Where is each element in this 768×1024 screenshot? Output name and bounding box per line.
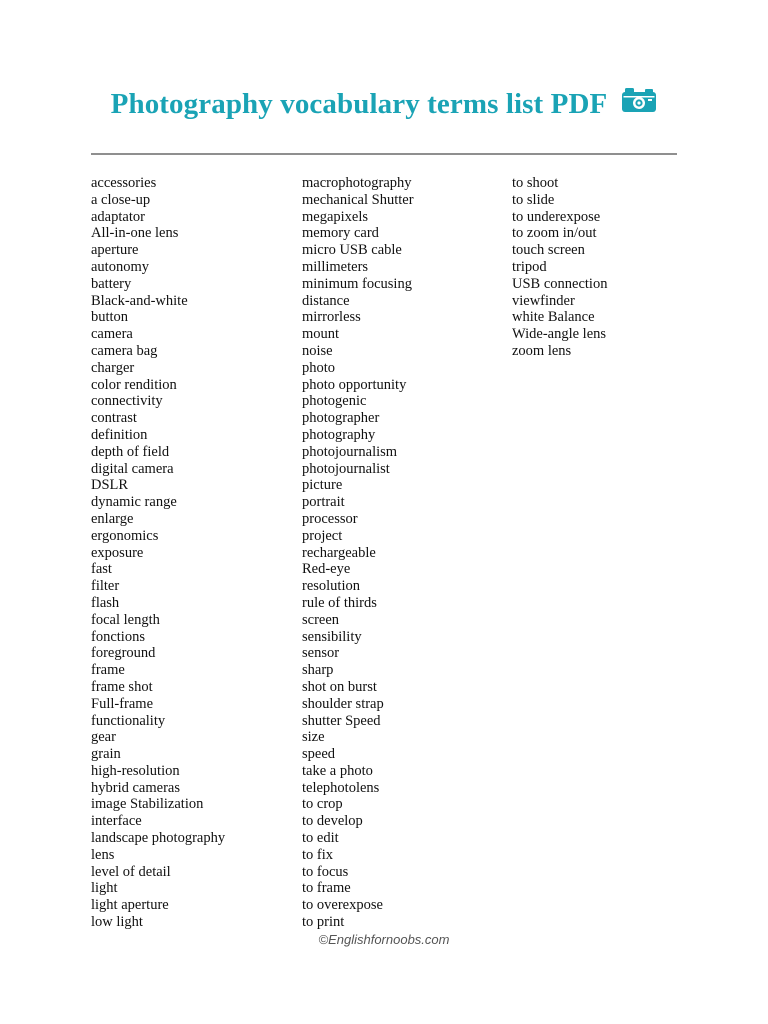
term-item: to edit bbox=[302, 830, 339, 847]
term-item: autonomy bbox=[91, 258, 149, 275]
term-item: functionality bbox=[91, 712, 166, 729]
term-item: resolution bbox=[302, 578, 360, 595]
term-item: Black-and-white bbox=[91, 292, 188, 309]
term-item: micro USB cable bbox=[302, 242, 402, 259]
term-item: frame shot bbox=[91, 678, 153, 695]
term-item: connectivity bbox=[91, 393, 163, 410]
term-item: charger bbox=[91, 359, 135, 376]
term-item: mechanical Shutter bbox=[302, 191, 414, 208]
term-item: to print bbox=[302, 914, 345, 931]
term-item: Red-eye bbox=[302, 561, 351, 578]
term-item: to focus bbox=[302, 863, 349, 880]
term-item: grain bbox=[91, 746, 121, 763]
term-item: low light bbox=[91, 914, 143, 931]
term-item: light bbox=[91, 880, 118, 897]
term-item: rechargeable bbox=[302, 544, 376, 561]
term-item: distance bbox=[302, 292, 350, 309]
term-item: to fix bbox=[302, 846, 334, 863]
term-item: memory card bbox=[302, 225, 379, 242]
term-item: camera bbox=[91, 326, 133, 343]
term-item: gear bbox=[91, 729, 116, 746]
term-item: to underexpose bbox=[512, 208, 601, 225]
term-item: processor bbox=[302, 510, 358, 527]
term-item: minimum focusing bbox=[302, 275, 412, 292]
term-item: photojournalist bbox=[302, 460, 390, 477]
term-item: ergonomics bbox=[91, 527, 159, 544]
term-item: photojournalism bbox=[302, 443, 398, 460]
term-item: contrast bbox=[91, 410, 137, 427]
terms-column-1 bbox=[91, 175, 225, 931]
term-item: light aperture bbox=[91, 897, 169, 914]
term-item: filter bbox=[91, 578, 120, 595]
term-item: lens bbox=[91, 846, 115, 863]
term-item: sharp bbox=[302, 662, 334, 679]
term-item: zoom lens bbox=[512, 342, 572, 359]
term-item: accessories bbox=[91, 175, 157, 191]
term-item: speed bbox=[302, 746, 336, 763]
term-item: frame bbox=[91, 662, 125, 679]
term-item: battery bbox=[91, 275, 132, 292]
term-item: shutter Speed bbox=[302, 712, 381, 729]
term-item: photographer bbox=[302, 410, 380, 427]
term-item: All-in-one lens bbox=[91, 225, 179, 242]
term-item: flash bbox=[91, 594, 120, 611]
term-item: sensibility bbox=[302, 628, 362, 645]
term-item: digital camera bbox=[91, 460, 174, 477]
term-item: shot on burst bbox=[302, 678, 377, 695]
term-item: USB connection bbox=[512, 275, 608, 292]
term-item: macrophotography bbox=[302, 175, 412, 191]
term-item: telephotolens bbox=[302, 779, 380, 796]
term-item: portrait bbox=[302, 494, 345, 511]
term-item: to frame bbox=[302, 880, 351, 897]
term-item: depth of field bbox=[91, 443, 170, 460]
term-item: white Balance bbox=[512, 309, 595, 326]
term-item: Full-frame bbox=[91, 695, 154, 712]
term-item: screen bbox=[302, 611, 340, 628]
term-item: shoulder strap bbox=[302, 695, 384, 712]
term-item: photo opportunity bbox=[302, 376, 407, 393]
term-item: adaptator bbox=[91, 208, 145, 225]
terms-column-2 bbox=[302, 175, 414, 931]
term-item: aperture bbox=[91, 242, 139, 259]
term-item: photo bbox=[302, 359, 336, 376]
term-item: landscape photography bbox=[91, 830, 226, 847]
term-item: noise bbox=[302, 342, 333, 359]
copyright-footer: ©Englishfornoobs.com bbox=[318, 932, 450, 947]
term-item: sensor bbox=[302, 645, 340, 662]
term-item: viewfinder bbox=[512, 292, 575, 309]
term-item: image Stabilization bbox=[91, 796, 204, 813]
term-item: high-resolution bbox=[91, 762, 180, 779]
term-item: millimeters bbox=[302, 258, 369, 275]
term-item: interface bbox=[91, 813, 142, 830]
term-item: DSLR bbox=[91, 477, 129, 494]
term-item: Wide-angle lens bbox=[512, 326, 607, 343]
term-item: hybrid cameras bbox=[91, 779, 180, 796]
term-item: picture bbox=[302, 477, 343, 494]
term-item: color rendition bbox=[91, 376, 177, 393]
term-item: mirrorless bbox=[302, 309, 361, 326]
term-item: mount bbox=[302, 326, 340, 343]
term-item: size bbox=[302, 729, 325, 746]
title-divider bbox=[91, 153, 677, 155]
term-item: definition bbox=[91, 426, 148, 443]
term-item: to zoom in/out bbox=[512, 225, 597, 242]
term-item: a close-up bbox=[91, 191, 151, 208]
term-item: camera bag bbox=[91, 342, 158, 359]
term-item: to crop bbox=[302, 796, 343, 813]
term-item: foreground bbox=[91, 645, 156, 662]
term-item: focal length bbox=[91, 611, 160, 628]
term-item: rule of thirds bbox=[302, 594, 377, 611]
term-item: fonctions bbox=[91, 628, 145, 645]
term-item: megapixels bbox=[302, 208, 369, 225]
title-row bbox=[0, 88, 768, 121]
term-item: to slide bbox=[512, 191, 555, 208]
term-item: tripod bbox=[512, 258, 547, 275]
term-item: button bbox=[91, 309, 129, 326]
camera-icon bbox=[621, 87, 657, 118]
term-item: enlarge bbox=[91, 510, 134, 527]
page-title: Photography vocabulary terms list PDF bbox=[110, 88, 608, 120]
term-item: project bbox=[302, 527, 343, 544]
term-item: touch screen bbox=[512, 242, 585, 259]
term-item: fast bbox=[91, 561, 112, 578]
term-item: to develop bbox=[302, 813, 363, 830]
term-item: to shoot bbox=[512, 175, 559, 191]
term-item: photogenic bbox=[302, 393, 367, 410]
term-item: to overexpose bbox=[302, 897, 383, 914]
term-item: dynamic range bbox=[91, 494, 177, 511]
term-item: level of detail bbox=[91, 863, 171, 880]
term-item: photography bbox=[302, 426, 376, 443]
terms-column-3 bbox=[512, 175, 607, 360]
term-item: exposure bbox=[91, 544, 144, 561]
term-item: take a photo bbox=[302, 762, 373, 779]
